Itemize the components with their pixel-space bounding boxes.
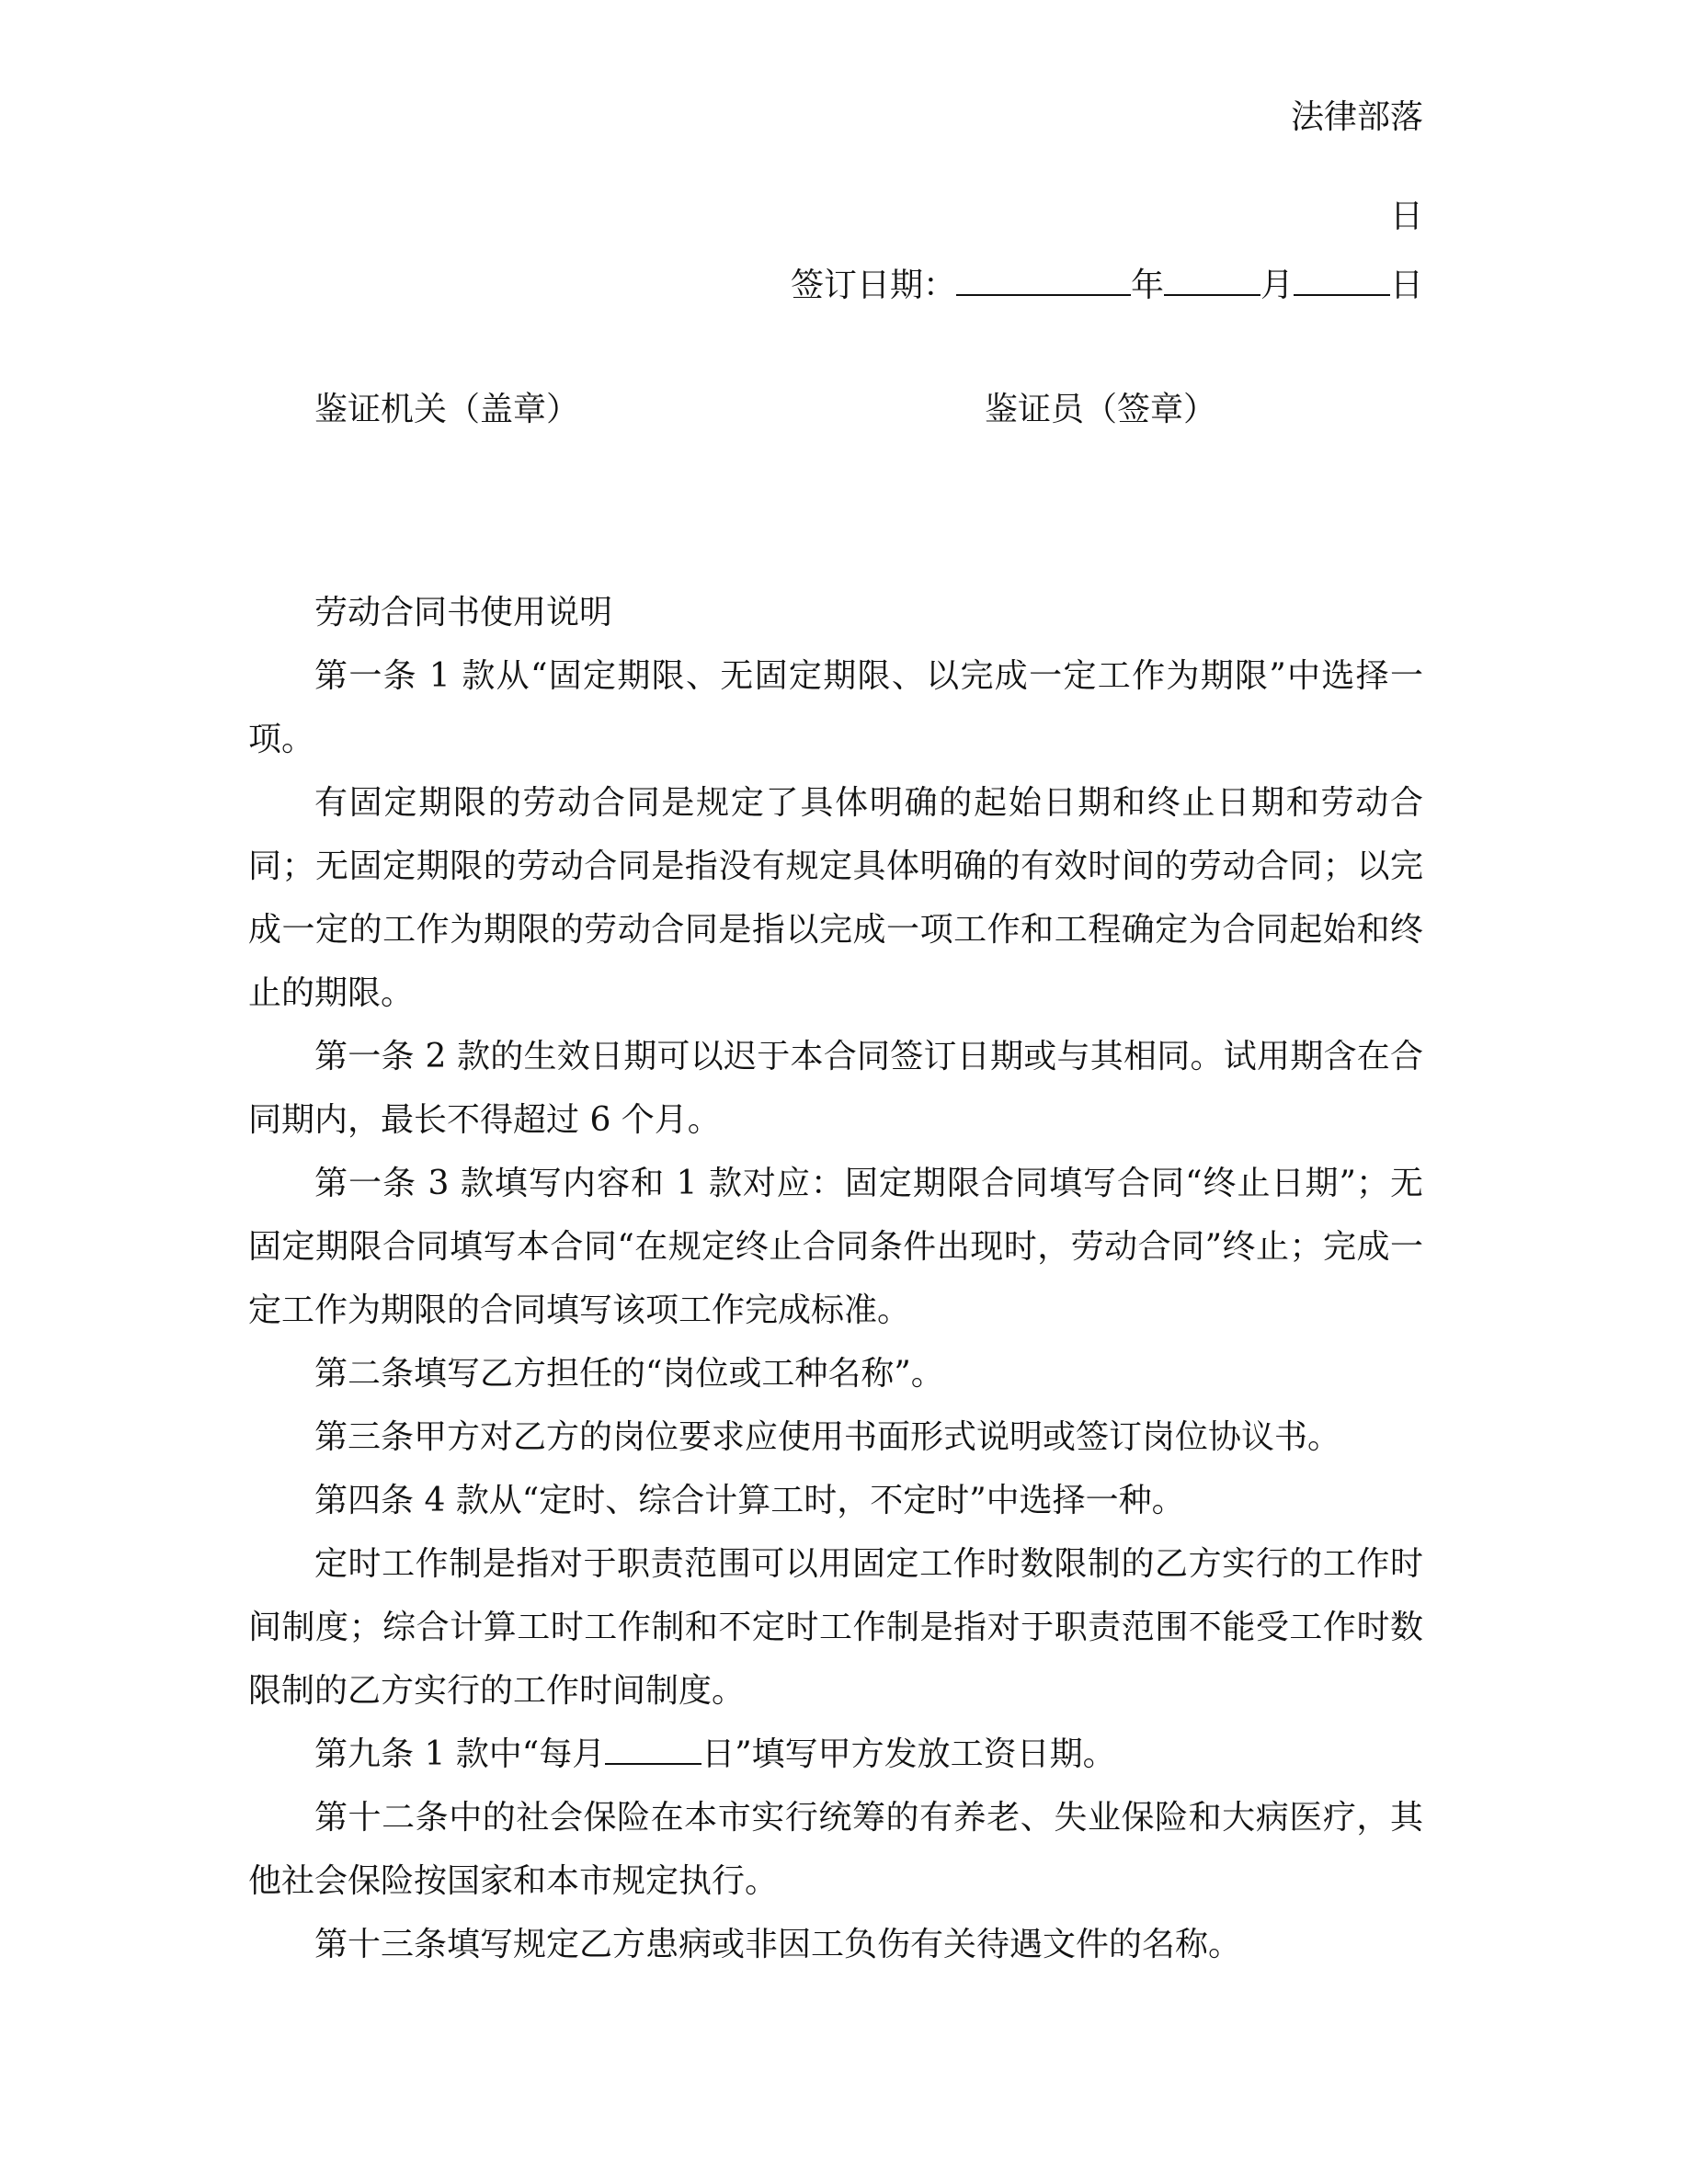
month-label: 月	[1260, 267, 1294, 304]
paragraph: 有固定期限的劳动合同是规定了具体明确的起始日期和终止日期和劳动合同；无固定期限的劳动合同是指没有规定具体明确的有效时间的劳动合同；以完成一定的工作为期限的劳动合同是指以完成一项工作和工程确定为合同起始和终止的期限。	[248, 784, 1423, 1012]
paragraph: 第一条 2 款的生效日期可以迟于本合同签订日期或与其相同。试用期含在合同期内，最长不得超过 6 个月。	[248, 1038, 1423, 1139]
paragraph: 第一条 1 款从“固定期限、无固定期限、以完成一定工作为期限”中选择一项。	[248, 657, 1423, 758]
day-label: 日	[1389, 267, 1423, 304]
brand-header: 法律部落	[1290, 98, 1423, 136]
paragraph: 第四条 4 款从“定时、综合计算工时，不定时”中选择一种。	[314, 1482, 1185, 1519]
instructions-section	[248, 581, 1423, 1976]
paragraph: 第十三条填写规定乙方患病或非因工负伤有关待遇文件的名称。	[314, 1926, 1242, 1963]
year-blank[interactable]	[956, 267, 1131, 296]
instructions-title: 劳动合同书使用说明	[314, 594, 613, 631]
ninth-suffix: 日”填写甲方发放工资日期。	[701, 1735, 1116, 1773]
stray-day-char: 日	[1389, 198, 1423, 235]
paragraph: 第二条填写乙方担任的“岗位或工种名称”。	[314, 1355, 944, 1393]
paragraph: 第三条甲方对乙方的岗位要求应使用书面形式说明或签订岗位协议书。	[314, 1418, 1341, 1456]
paragraph: 第十二条中的社会保险在本市实行统筹的有养老、失业保险和大病医疗，其他社会保险按国家和本市规定执行。	[248, 1799, 1423, 1900]
month-blank[interactable]	[1164, 267, 1260, 296]
officer-signature-label: 鉴证员（签章）	[985, 391, 1217, 428]
year-label: 年	[1130, 267, 1164, 304]
sign-date-line	[791, 267, 1423, 302]
paragraph: 第一条 3 款填写内容和 1 款对应：固定期限合同填写合同“终止日期”；无固定期限合同填写本合同“在规定终止合同条件出现时，劳动合同”终止；完成一定工作为期限的合同填写该项工作完成标准。	[248, 1165, 1423, 1329]
day-blank[interactable]	[1294, 267, 1390, 296]
ninth-prefix: 第九条 1 款中“每月	[314, 1735, 606, 1773]
paragraph-ninth	[248, 1723, 1423, 1786]
paragraph: 定时工作制是指对于职责范围可以用固定工作时数限制的乙方实行的工作时间制度；综合计算工时工作制和不定时工作制是指对于职责范围不能受工作时数限制的乙方实行的工作时间制度。	[248, 1545, 1423, 1710]
authority-seal-label: 鉴证机关（盖章）	[314, 391, 580, 428]
sign-date-label: 签订日期：	[790, 267, 956, 304]
payday-blank[interactable]	[605, 1735, 701, 1765]
